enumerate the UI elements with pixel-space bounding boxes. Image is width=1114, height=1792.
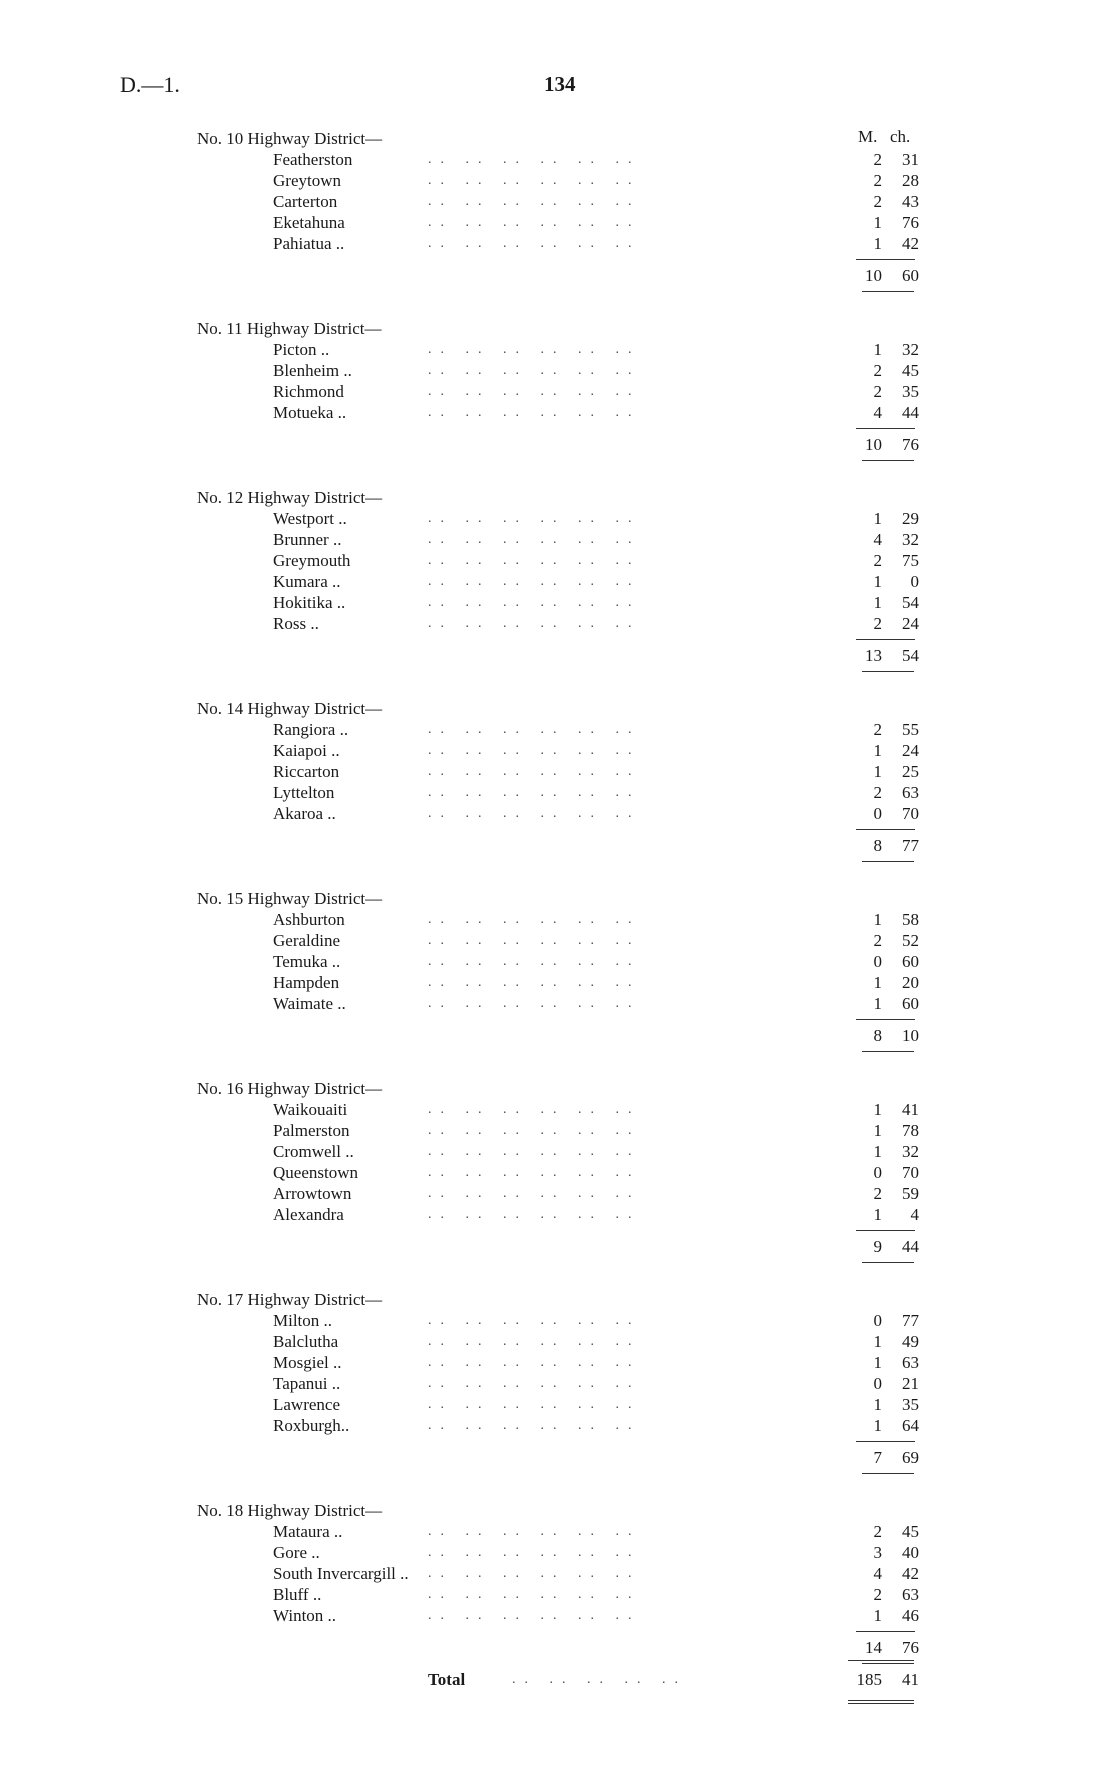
table-row — [0, 360, 1114, 381]
table-row — [0, 1310, 1114, 1331]
leader-dots: .. .. .. .. .. .. — [428, 1165, 641, 1180]
chains-value: 70 — [902, 1163, 919, 1182]
town-name: Kaiapoi .. — [273, 741, 340, 760]
leader-dots: .. .. .. .. .. .. — [428, 1334, 641, 1349]
leader-dots: .. .. .. .. .. .. — [428, 532, 641, 547]
leader-dots: .. .. .. .. .. .. — [428, 1418, 641, 1433]
grand-total-chains: 41 — [902, 1670, 919, 1689]
town-name: Hokitika .. — [273, 593, 346, 612]
table-row — [0, 803, 1114, 824]
subtotal-rule-top — [0, 254, 1114, 265]
grand-total-miles: 185 — [856, 1670, 882, 1689]
chains-value: 77 — [902, 1311, 919, 1330]
chains-value: 35 — [902, 1395, 919, 1414]
subtotal-rule-bottom — [0, 1046, 1114, 1078]
town-name: Balclutha — [273, 1332, 339, 1351]
table-row — [0, 1099, 1114, 1120]
table-row — [0, 571, 1114, 592]
miles-value: 2 — [873, 382, 882, 401]
subtotal-rule-bottom — [0, 455, 1114, 487]
subtotal-miles: 8 — [873, 1026, 882, 1045]
table-row — [0, 1584, 1114, 1605]
town-name: Eketahuna — [273, 213, 345, 232]
chains-value: 32 — [902, 530, 919, 549]
chains-value: 41 — [902, 1100, 919, 1119]
leader-dots: .. .. .. .. .. .. — [428, 954, 641, 969]
table-row — [0, 1605, 1114, 1626]
table-row — [0, 1521, 1114, 1542]
table-row — [0, 951, 1114, 972]
table-row — [0, 719, 1114, 740]
miles-value: 2 — [873, 171, 882, 190]
leader-dots: .. .. .. .. .. .. — [428, 152, 641, 167]
miles-value: 2 — [873, 361, 882, 380]
chains-value: 44 — [902, 403, 919, 422]
town-name: Gore .. — [273, 1543, 320, 1562]
subtotal-chains: 54 — [902, 646, 919, 665]
chains-value: 21 — [902, 1374, 919, 1393]
town-name: Lawrence — [273, 1395, 341, 1414]
leader-dots: .. .. .. .. .. .. — [428, 215, 641, 230]
chains-value: 55 — [902, 720, 919, 739]
miles-value: 1 — [873, 234, 882, 253]
subtotal-miles: 10 — [865, 435, 882, 454]
table-row — [0, 1141, 1114, 1162]
district-subtotal — [0, 265, 1114, 286]
chains-value: 59 — [902, 1184, 919, 1203]
table-row — [0, 909, 1114, 930]
town-name: Hampden — [273, 973, 340, 992]
miles-value: 4 — [873, 1564, 882, 1583]
leader-dots: .. .. .. .. .. .. — [428, 1376, 641, 1391]
town-name: Geraldine — [273, 931, 341, 950]
town-name: Picton .. — [273, 340, 330, 359]
table-row — [0, 402, 1114, 423]
miles-value: 1 — [873, 1332, 882, 1351]
district-title: No. 11 Highway District— — [197, 319, 382, 338]
miles-value: 1 — [873, 1606, 882, 1625]
subtotal-miles: 10 — [865, 266, 882, 285]
chains-value: 60 — [902, 994, 919, 1013]
district-subtotal — [0, 1025, 1114, 1046]
chains-value: 54 — [902, 593, 919, 612]
subtotal-rule-bottom — [0, 286, 1114, 318]
subtotal-chains: 77 — [902, 836, 919, 855]
district-section — [0, 698, 1114, 888]
miles-value: 4 — [873, 530, 882, 549]
leader-dots: .. .. .. .. .. .. — [428, 1123, 641, 1138]
table-row — [0, 381, 1114, 402]
town-name: Ashburton — [273, 910, 345, 929]
document-reference: D.—1. — [120, 72, 180, 97]
town-name: Milton .. — [273, 1311, 333, 1330]
leader-dots: .. .. .. .. .. .. — [428, 1207, 641, 1222]
town-name: Waimate .. — [273, 994, 346, 1013]
chains-value: 42 — [902, 1564, 919, 1583]
unit-miles-heading: M. — [858, 127, 878, 146]
town-name: Winton .. — [273, 1606, 337, 1625]
grand-total-rule-bottom — [848, 1700, 914, 1701]
unit-chains-heading: ch. — [890, 127, 911, 146]
miles-value: 1 — [873, 762, 882, 781]
page-number: 134 — [544, 72, 576, 96]
district-subtotal — [0, 835, 1114, 856]
page-header — [0, 72, 1114, 102]
leader-dots: .. .. .. .. .. .. — [428, 806, 641, 821]
leader-dots: .. .. .. .. .. .. — [428, 1524, 641, 1539]
chains-value: 52 — [902, 931, 919, 950]
chains-value: 75 — [902, 551, 919, 570]
chains-value: 20 — [902, 973, 919, 992]
district-title: No. 12 Highway District— — [197, 488, 383, 507]
town-name: Rangiora .. — [273, 720, 349, 739]
district-section — [0, 888, 1114, 1078]
miles-value: 2 — [873, 192, 882, 211]
miles-value: 1 — [873, 593, 882, 612]
leader-dots: .. .. .. .. .. .. — [428, 574, 641, 589]
chains-value: 29 — [902, 509, 919, 528]
miles-value: 1 — [873, 994, 882, 1013]
leader-dots: .. .. .. .. .. .. — [428, 996, 641, 1011]
subtotal-miles: 9 — [873, 1237, 882, 1256]
leader-dots: .. .. .. .. .. .. — [428, 511, 641, 526]
subtotal-chains: 69 — [902, 1448, 919, 1467]
chains-value: 31 — [902, 150, 919, 169]
chains-value: 70 — [902, 804, 919, 823]
town-name: Blenheim .. — [273, 361, 352, 380]
chains-value: 25 — [902, 762, 919, 781]
table-row — [0, 1120, 1114, 1141]
chains-value: 45 — [902, 361, 919, 380]
leader-dots: .. .. .. .. .. .. — [428, 595, 641, 610]
leader-dots: .. .. .. .. .. .. — [428, 363, 641, 378]
district-section — [0, 1289, 1114, 1500]
leader-dots: .. .. .. .. .. .. — [428, 975, 641, 990]
leader-dots: .. .. .. .. .. .. — [428, 405, 641, 420]
town-name: Richmond — [273, 382, 344, 401]
miles-value: 1 — [873, 340, 882, 359]
district-section — [0, 1500, 1114, 1690]
grand-total-rule-bottom-double — [848, 1703, 914, 1704]
leader-dots: .. .. .. .. .. .. — [428, 764, 641, 779]
district-title: No. 14 Highway District— — [197, 699, 383, 718]
table-row — [0, 1394, 1114, 1415]
subtotal-rule-bottom — [0, 666, 1114, 698]
miles-value: 1 — [873, 1353, 882, 1372]
town-name: Pahiatua .. — [273, 234, 345, 253]
town-name: Greymouth — [273, 551, 351, 570]
chains-value: 45 — [902, 1522, 919, 1541]
miles-value: 0 — [873, 1374, 882, 1393]
chains-value: 4 — [910, 1205, 919, 1224]
miles-value: 0 — [873, 1311, 882, 1330]
town-name: Roxburgh.. — [273, 1416, 350, 1435]
table-row — [0, 339, 1114, 360]
town-name: Mataura .. — [273, 1522, 343, 1541]
town-name: Alexandra — [273, 1205, 344, 1224]
chains-value: 64 — [902, 1416, 919, 1435]
miles-value: 1 — [873, 741, 882, 760]
subtotal-rule-top — [0, 1225, 1114, 1236]
leader-dots: .. .. .. .. .. .. — [428, 785, 641, 800]
subtotal-miles: 7 — [873, 1448, 882, 1467]
town-name: Lyttelton — [273, 783, 335, 802]
leader-dots: .. .. .. .. .. .. — [428, 743, 641, 758]
subtotal-miles: 13 — [865, 646, 882, 665]
district-title: No. 10 Highway District— — [197, 129, 383, 148]
table-row — [0, 930, 1114, 951]
miles-value: 1 — [873, 1416, 882, 1435]
district-subtotal — [0, 1236, 1114, 1257]
table-row — [0, 740, 1114, 761]
town-name: Mosgiel .. — [273, 1353, 342, 1372]
subtotal-chains: 10 — [902, 1026, 919, 1045]
table-row — [0, 529, 1114, 550]
district-subtotal — [0, 1447, 1114, 1468]
chains-value: 76 — [902, 213, 919, 232]
town-name: Palmerston — [273, 1121, 350, 1140]
miles-value: 1 — [873, 509, 882, 528]
leader-dots: .. .. .. .. .. .. — [428, 173, 641, 188]
leader-dots: .. .. .. .. .. .. — [428, 1566, 641, 1581]
miles-value: 1 — [873, 1100, 882, 1119]
table-row — [0, 1373, 1114, 1394]
leader-dots: .. .. .. .. .. .. — [428, 1186, 641, 1201]
miles-value: 1 — [873, 1121, 882, 1140]
grand-total-row — [0, 1668, 1114, 1692]
miles-value: 2 — [873, 720, 882, 739]
miles-value: 1 — [873, 1142, 882, 1161]
district-title: No. 18 Highway District— — [197, 1501, 383, 1520]
chains-value: 24 — [902, 741, 919, 760]
table-row — [0, 550, 1114, 571]
town-name: Carterton — [273, 192, 338, 211]
subtotal-rule-top — [0, 423, 1114, 434]
table-row — [0, 592, 1114, 613]
grand-total-label: Total — [428, 1670, 466, 1689]
chains-value: 24 — [902, 614, 919, 633]
miles-value: 2 — [873, 614, 882, 633]
chains-value: 43 — [902, 192, 919, 211]
table-row — [0, 972, 1114, 993]
miles-value: 0 — [873, 952, 882, 971]
leader-dots: .. .. .. .. .. .. — [428, 1355, 641, 1370]
leader-dots: .. .. .. .. .. .. — [428, 912, 641, 927]
chains-value: 58 — [902, 910, 919, 929]
miles-value: 1 — [873, 572, 882, 591]
subtotal-chains: 44 — [902, 1237, 919, 1256]
miles-value: 2 — [873, 1184, 882, 1203]
chains-value: 28 — [902, 171, 919, 190]
table-row — [0, 1542, 1114, 1563]
town-name: Waikouaiti — [273, 1100, 348, 1119]
leader-dots: .. .. .. .. .. .. — [428, 384, 641, 399]
miles-value: 3 — [873, 1543, 882, 1562]
table-row — [0, 782, 1114, 803]
chains-value: 60 — [902, 952, 919, 971]
district-section — [0, 128, 1114, 318]
table-row — [0, 1331, 1114, 1352]
table-row — [0, 191, 1114, 212]
district-section — [0, 487, 1114, 698]
chains-value: 35 — [902, 382, 919, 401]
town-name: Tapanui .. — [273, 1374, 341, 1393]
leader-dots: .. .. .. .. .. .. — [428, 1397, 641, 1412]
table-row — [0, 508, 1114, 529]
chains-value: 42 — [902, 234, 919, 253]
subtotal-miles: 14 — [865, 1638, 882, 1657]
leader-dots: .. .. .. .. .. .. — [428, 342, 641, 357]
town-name: South Invercargill .. — [273, 1564, 409, 1583]
town-name: Westport .. — [273, 509, 347, 528]
miles-value: 1 — [873, 1395, 882, 1414]
subtotal-rule-bottom — [0, 1468, 1114, 1500]
town-name: Kumara .. — [273, 572, 341, 591]
district-subtotal — [0, 434, 1114, 455]
table-row — [0, 1183, 1114, 1204]
town-name: Temuka .. — [273, 952, 341, 971]
town-name: Brunner .. — [273, 530, 342, 549]
district-subtotal — [0, 645, 1114, 666]
miles-value: 1 — [873, 973, 882, 992]
table-row — [0, 1162, 1114, 1183]
leader-dots: .. .. .. .. .. .. — [428, 236, 641, 251]
leader-dots: .. .. .. .. .. .. — [428, 1313, 641, 1328]
subtotal-rule-bottom — [0, 1257, 1114, 1289]
miles-value: 2 — [873, 150, 882, 169]
chains-value: 46 — [902, 1606, 919, 1625]
town-name: Featherston — [273, 150, 353, 169]
leader-dots: .. .. .. .. .. — [512, 1672, 687, 1687]
leader-dots: .. .. .. .. .. .. — [428, 553, 641, 568]
town-name: Cromwell .. — [273, 1142, 354, 1161]
miles-value: 2 — [873, 1522, 882, 1541]
district-section — [0, 318, 1114, 487]
miles-value: 4 — [873, 403, 882, 422]
table-row — [0, 1352, 1114, 1373]
miles-value: 2 — [873, 551, 882, 570]
leader-dots: .. .. .. .. .. .. — [428, 722, 641, 737]
leader-dots: .. .. .. .. .. .. — [428, 1608, 641, 1623]
district-title: No. 16 Highway District— — [197, 1079, 383, 1098]
table-row — [0, 233, 1114, 254]
leader-dots: .. .. .. .. .. .. — [428, 933, 641, 948]
subtotal-rule-top — [0, 1014, 1114, 1025]
leader-dots: .. .. .. .. .. .. — [428, 1587, 641, 1602]
district-section — [0, 1078, 1114, 1289]
miles-value: 2 — [873, 931, 882, 950]
miles-value: 1 — [873, 910, 882, 929]
district-table — [0, 128, 1114, 1690]
chains-value: 32 — [902, 1142, 919, 1161]
chains-value: 32 — [902, 340, 919, 359]
town-name: Greytown — [273, 171, 341, 190]
subtotal-rule-bottom — [0, 856, 1114, 888]
table-row — [0, 149, 1114, 170]
table-row — [0, 993, 1114, 1014]
leader-dots: .. .. .. .. .. .. — [428, 616, 641, 631]
table-row — [0, 212, 1114, 233]
miles-value: 1 — [873, 213, 882, 232]
table-row — [0, 1415, 1114, 1436]
town-name: Bluff .. — [273, 1585, 322, 1604]
subtotal-rule-top — [0, 1626, 1114, 1637]
town-name: Arrowtown — [273, 1184, 352, 1203]
town-name: Motueka .. — [273, 403, 347, 422]
table-row — [0, 613, 1114, 634]
town-name: Ross .. — [273, 614, 319, 633]
town-name: Queenstown — [273, 1163, 358, 1182]
leader-dots: .. .. .. .. .. .. — [428, 1102, 641, 1117]
chains-value: 63 — [902, 1353, 919, 1372]
leader-dots: .. .. .. .. .. .. — [428, 1144, 641, 1159]
miles-value: 1 — [873, 1205, 882, 1224]
chains-value: 0 — [910, 572, 919, 591]
district-title: No. 15 Highway District— — [197, 889, 383, 908]
miles-value: 2 — [873, 783, 882, 802]
miles-value: 0 — [873, 1163, 882, 1182]
district-subtotal — [0, 1637, 1114, 1658]
chains-value: 63 — [902, 1585, 919, 1604]
table-row — [0, 1204, 1114, 1225]
table-row — [0, 1563, 1114, 1584]
grand-total-rule-top — [848, 1660, 914, 1661]
town-name: Akaroa .. — [273, 804, 336, 823]
miles-value: 0 — [873, 804, 882, 823]
chains-value: 40 — [902, 1543, 919, 1562]
subtotal-chains: 76 — [902, 435, 919, 454]
miles-value: 2 — [873, 1585, 882, 1604]
subtotal-rule-top — [0, 824, 1114, 835]
subtotal-chains: 76 — [902, 1638, 919, 1657]
district-title: No. 17 Highway District— — [197, 1290, 383, 1309]
chains-value: 63 — [902, 783, 919, 802]
leader-dots: .. .. .. .. .. .. — [428, 1545, 641, 1560]
town-name: Riccarton — [273, 762, 340, 781]
subtotal-rule-top — [0, 1436, 1114, 1447]
subtotal-rule-top — [0, 634, 1114, 645]
leader-dots: .. .. .. .. .. .. — [428, 194, 641, 209]
chains-value: 78 — [902, 1121, 919, 1140]
subtotal-chains: 60 — [902, 266, 919, 285]
subtotal-miles: 8 — [873, 836, 882, 855]
table-row — [0, 170, 1114, 191]
chains-value: 49 — [902, 1332, 919, 1351]
table-row — [0, 761, 1114, 782]
